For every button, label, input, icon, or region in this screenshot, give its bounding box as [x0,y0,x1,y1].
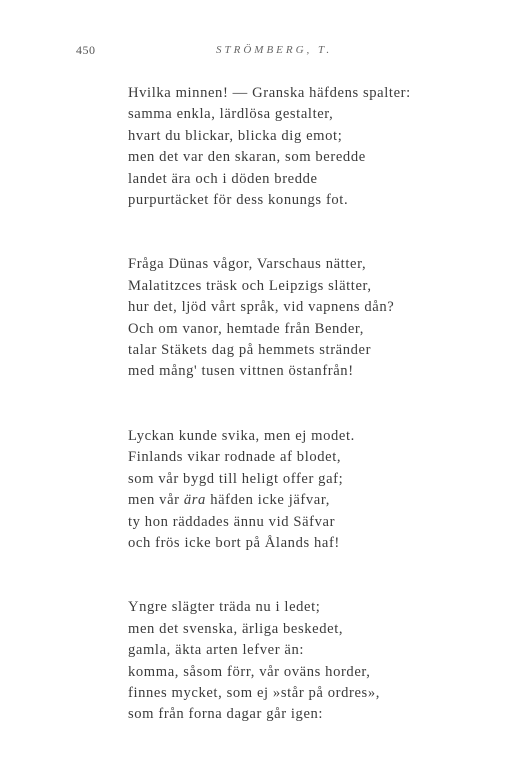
verse-line: samma enkla, lärdlösa gestalter, [128,106,334,123]
stanza-1 [128,83,488,211]
verse-line: Hvilka minnen! — Granska häfdens spalter: [128,85,411,101]
stanza-3 [128,426,488,554]
verse-text: men vår [128,492,180,509]
verse-line: men det svenska, ärliga beskedet, [128,620,344,637]
verse-line: hur det, ljöd vårt språk, vid vapnens dån? [128,299,395,316]
verse-line: finnes mycket, som ej »står på ordres», [128,684,380,701]
verse-line: med mång' tusen vittnen östanfrån! [128,363,354,380]
verse-line: Finlands vikar rodnade af blodet, [128,449,342,466]
running-head: STRÖMBERG, T. [216,44,333,56]
page-header [76,43,460,61]
verse-line: hvart du blickar, blicka dig emot; [128,127,343,144]
page-number: 450 [76,43,96,57]
stanza-2 [128,254,488,382]
verse-line: och frös icke bort på Ålands haf! [128,534,340,551]
verse-line: Yngre slägter träda nu i ledet; [128,599,321,616]
verse-line: ty hon räddades ännu vid Säfvar [128,513,336,530]
verse-line: landet ära och i döden bredde [128,170,318,187]
italic-word: ära [183,492,206,509]
poem [128,83,488,769]
verse-line: som från forna dagar går igen: [128,706,324,723]
verse-line: men det var den skaran, som beredde [128,149,366,166]
verse-line: talar Stäkets dag på hemmets stränder [128,342,372,359]
verse-line: Malatitzces träsk och Leipzigs slätter, [128,277,372,294]
verse-line: komma, såsom förr, vår oväns horder, [128,663,371,680]
verse-line-mixed [128,490,488,511]
verse-line: Och om vanor, hemtade från Bender, [128,320,365,337]
verse-line: purpurtäcket för dess konungs fot. [128,192,349,209]
verse-text: häfden icke jäfvar, [210,492,330,509]
verse-line: som vår bygd till heligt offer gaf; [128,470,344,487]
verse-line: Fråga Dünas vågor, Varschaus nätter, [128,256,367,273]
stanza-4 [128,597,488,725]
verse-line: Lyckan kunde svika, men ej modet. [128,427,355,444]
verse-line: gamla, äkta arten lefver än: [128,642,305,659]
